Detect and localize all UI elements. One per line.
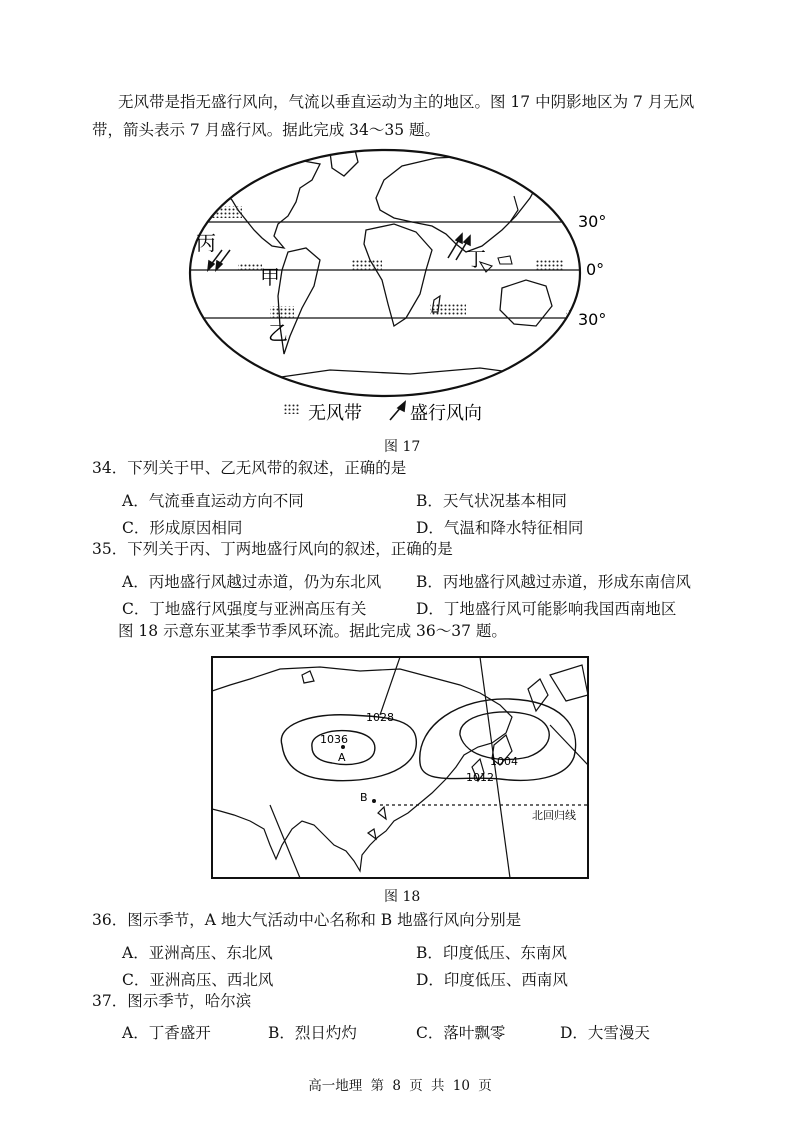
q35-option-a[interactable]: A．丙地盛行风越过赤道，仍为东北风 bbox=[122, 573, 382, 591]
legend-wind-label: 盛行风向 bbox=[410, 403, 482, 424]
q34-option-a[interactable]: A．气流垂直运动方向不同 bbox=[122, 492, 304, 510]
q34-stem: 34．下列关于甲、乙无风带的叙述，正确的是 bbox=[92, 459, 407, 477]
label-1028: 1028 bbox=[366, 711, 394, 724]
label-lat-0: 0° bbox=[586, 260, 605, 279]
q36-option-d[interactable]: D．印度低压、西南风 bbox=[416, 971, 568, 989]
intro-line-1: 无风带是指无盛行风向，气流以垂直运动为主的地区。图 17 中阴影地区为 7 月无风 bbox=[118, 93, 695, 111]
q36-stem: 36．图示季节，A 地大气活动中心名称和 B 地盛行风向分别是 bbox=[92, 911, 522, 929]
calm-belt bbox=[212, 206, 242, 218]
label-lat-30n: 30° bbox=[578, 212, 607, 231]
q35-stem: 35．下列关于丙、丁两地盛行风向的叙述，正确的是 bbox=[92, 540, 453, 558]
q37-stem: 37．图示季节，哈尔滨 bbox=[92, 992, 252, 1010]
calm-belt bbox=[430, 304, 466, 316]
figure-18-east-asia-map bbox=[210, 655, 590, 880]
q37-option-b[interactable]: B．烈日灼灼 bbox=[268, 1024, 357, 1042]
point-b-marker bbox=[372, 799, 376, 803]
label-bing: 丙 bbox=[196, 231, 216, 255]
label-tropic-of-cancer: 北回归线 bbox=[532, 809, 576, 822]
q34-option-b[interactable]: B．天气状况基本相同 bbox=[416, 492, 567, 510]
label-point-b: B bbox=[360, 791, 368, 804]
label-1036: 1036 bbox=[320, 733, 348, 746]
calm-belt bbox=[352, 260, 382, 270]
figure-17-caption: 图 17 bbox=[384, 439, 421, 455]
calm-belt bbox=[536, 260, 564, 270]
map-frame bbox=[190, 150, 580, 396]
q37-option-a[interactable]: A．丁香盛开 bbox=[122, 1024, 211, 1042]
q37-option-d[interactable]: D．大雪漫天 bbox=[560, 1024, 650, 1042]
q36-option-b[interactable]: B．印度低压、东南风 bbox=[416, 944, 567, 962]
label-1012: 1012 bbox=[466, 771, 494, 784]
intro-2: 图 18 示意东亚某季节季风环流。据此完成 36～37 题。 bbox=[118, 622, 507, 640]
intro-line-2: 带，箭头表示 7 月盛行风。据此完成 34～35 题。 bbox=[92, 121, 441, 139]
legend-calm-swatch bbox=[284, 404, 300, 414]
calm-belt-jia bbox=[238, 264, 262, 272]
figure-18-caption: 图 18 bbox=[384, 889, 421, 905]
q36-option-c[interactable]: C．亚洲高压、西北风 bbox=[122, 971, 274, 989]
page-footer: 高一地理 第 8 页 共 10 页 bbox=[308, 1078, 492, 1094]
label-point-a: A bbox=[338, 751, 346, 764]
q36-option-a[interactable]: A．亚洲高压、东北风 bbox=[122, 944, 273, 962]
legend-calm-label: 无风带 bbox=[308, 403, 362, 424]
q34-option-d[interactable]: D．气温和降水特征相同 bbox=[416, 519, 584, 537]
q34-option-c[interactable]: C．形成原因相同 bbox=[122, 519, 243, 537]
label-yi: 乙 bbox=[268, 321, 288, 345]
label-lat-30s: 30° bbox=[578, 310, 607, 329]
q37-option-c[interactable]: C．落叶飘零 bbox=[416, 1024, 506, 1042]
legend-wind-arrow bbox=[390, 402, 405, 420]
q35-option-d[interactable]: D．丁地盛行风可能影响我国西南地区 bbox=[416, 600, 677, 618]
figure-17-world-map bbox=[180, 140, 620, 430]
label-ding: 丁 bbox=[466, 247, 486, 271]
q35-option-c[interactable]: C．丁地盛行风强度与亚洲高压有关 bbox=[122, 600, 367, 618]
calm-belt-yi bbox=[270, 306, 294, 320]
label-jia: 甲 bbox=[260, 265, 280, 289]
q35-option-b[interactable]: B．丙地盛行风越过赤道，形成东南信风 bbox=[416, 573, 691, 591]
label-1004: 1004 bbox=[490, 755, 518, 768]
